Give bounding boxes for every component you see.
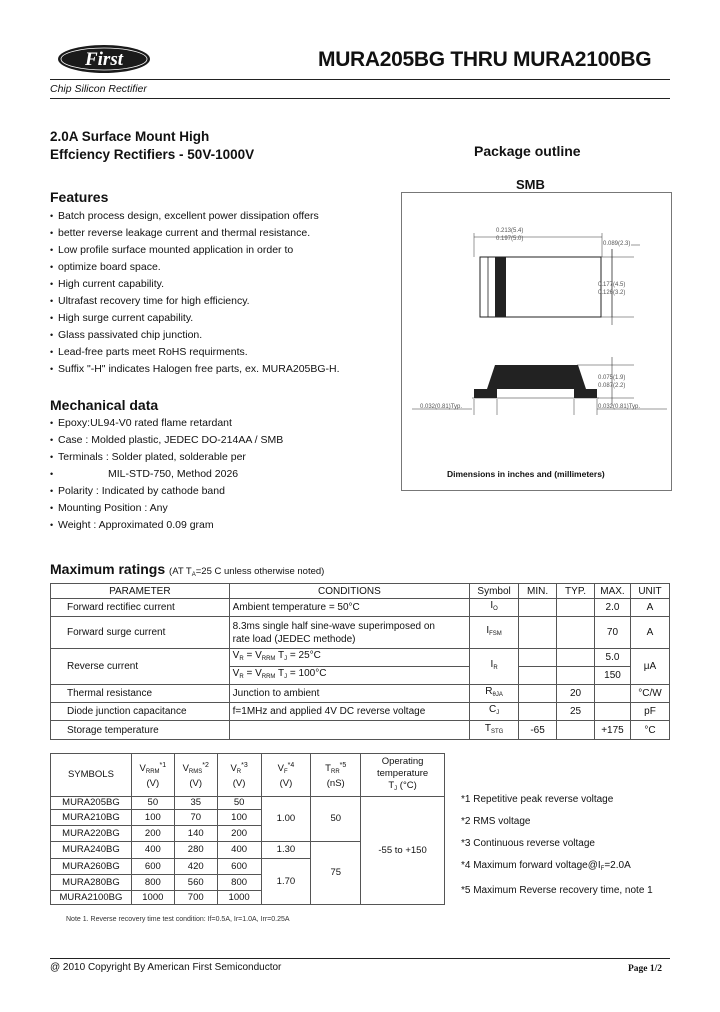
footer-divider [50,958,670,959]
cell-min: -65 [519,721,557,740]
footnote-sub: F [600,866,605,872]
cond-sub: RRM [261,674,276,680]
list-item: • Epoxy:UL94-V0 rated flame retardant [50,415,283,432]
cell-symbol: MURA280BG [51,875,132,891]
symbol-sub: R [493,665,498,671]
h-sup: *2 [202,761,209,769]
cell-symbol: MURA210BG [51,810,132,826]
symbol-sub: STG [490,728,504,735]
list-item: • Terminals : Solder plated, solderable per [50,449,283,466]
product-title [50,128,254,164]
table-row [51,599,670,617]
symbol-sub: θJA [492,692,503,698]
cell-trr: 75 [311,842,361,905]
package-outline-title: Package outline [474,143,581,159]
list-item: • Batch process design, excellent power dissipation offers [50,208,340,225]
cell-vrrm: 1000 [131,891,174,905]
note-prefix: (AT T [169,566,192,577]
cond-line2: rate load (JEDEC methode) [232,633,356,645]
dim-body-height-1: 0.177(4.5) [598,282,626,288]
symbol-sub: J [496,710,500,716]
mechanical-heading: Mechanical data [50,397,159,413]
cond-text: = 25°C [287,650,321,661]
cell-vr: 600 [217,859,261,875]
cell-max [595,685,631,703]
cond-sub: R [239,674,244,680]
cell-max: 5.0 [595,649,631,667]
header-typ: TYP. [557,584,595,599]
header-symbols: SYMBOLS [51,754,132,797]
cell-unit: A [630,617,669,649]
h-text: temperature [376,767,429,779]
list-item: • Low profile surface mounted application in order to [50,242,340,259]
table-row [51,721,670,740]
table-row [51,797,445,810]
dim-lead-width: 0.089(2.3) [603,241,631,247]
h-sub: J [394,785,398,792]
note-1: Note 1. Reverse recovery time test condition: If=0.5A, Ir=1.0A, Irr=0.25A [66,916,290,923]
dim-height-1: 0.075(1.9) [598,375,626,381]
product-title-line2: Effciency Rectifiers - 50V-1000V [50,147,255,162]
cell-vrms: 700 [174,891,217,905]
cell-unit: A [630,599,669,617]
footnote-item [461,855,653,880]
header-symbol: Symbol [470,584,519,599]
cell-max: 70 [595,617,631,649]
cell-symbol [470,649,519,685]
cell-trr: 50 [311,797,361,842]
cell-vf: 1.30 [261,842,311,859]
list-item: • Glass passivated chip junction. [50,327,340,344]
header-min: MIN. [519,584,557,599]
subtitle-divider [50,98,670,99]
cell-vr: 100 [217,810,261,826]
list-item: • Lead-free parts meet RoHS requirments. [50,344,340,361]
cell-typ [557,617,595,649]
h-text: V [230,763,237,775]
header-divider [50,79,670,80]
cond-text: T [275,650,285,661]
max-ratings-table [50,583,670,740]
cell-vrrm: 800 [131,875,174,891]
table-row [51,685,670,703]
product-title-line1: 2.0A Surface Mount High [50,129,210,144]
package-name: SMB [516,177,545,192]
list-item-continuation [50,466,283,483]
symbol-sub: O [493,606,498,612]
cell-param: Storage temperature [51,721,230,740]
cell-typ: 20 [557,685,595,703]
list-item: • High surge current capability. [50,310,340,327]
cell-param: Forward surge current [51,617,230,649]
cell-typ: 25 [557,703,595,721]
table-header-row [51,584,670,599]
cell-min [519,703,557,721]
cell-vrrm: 50 [131,797,174,810]
header-operating-temp [361,754,445,797]
cell-symbol [470,685,519,703]
symbol-text: I [490,600,494,611]
h-unit: (V) [279,778,293,790]
h-sub: R [236,769,242,776]
cell-param: Reverse current [51,649,230,685]
header-parameter: PARAMETER [51,584,230,599]
cell-symbol [470,599,519,617]
cell-min [519,599,557,617]
cell-vrms: 140 [174,826,217,842]
list-item-text: optimize board space. [58,261,161,273]
symbol-text: I [490,659,494,670]
company-logo [57,44,152,74]
dim-body-height-2: 0.126(3.2) [598,290,626,296]
list-item: • Suffix "-H" indicates Halogen free parts, ex. MURA205BG-H. [50,361,340,378]
header-trr [311,754,361,797]
h-sub: RR [330,769,340,776]
symbols-table [50,753,445,905]
cell-cond: Junction to ambient [229,685,469,703]
page-number: Page 1/2 [628,964,663,974]
copyright-text: @ 2010 Copyright By American First Semiconductor [50,962,282,973]
table-row [51,703,670,721]
cond-text: = V [243,650,262,661]
header-vf [261,754,311,797]
cond-text: V [232,650,240,661]
table-header-row [51,754,445,797]
symbol-text: I [486,625,490,636]
cond-sub: R [239,656,244,662]
table-row [51,649,670,667]
h-sub: RMS [188,769,203,776]
cell-cond [229,667,469,685]
features-heading: Features [50,189,109,205]
cell-symbol: MURA260BG [51,859,132,875]
cell-vrrm: 100 [131,810,174,826]
footnote-item: *3 Continuous reverse voltage [461,838,595,849]
cell-symbol: MURA2100BG [51,891,132,905]
header-max: MAX. [595,584,631,599]
header-vr [217,754,261,797]
cell-typ [557,667,595,685]
max-ratings-heading [50,561,324,578]
h-text: V [139,763,146,775]
header-vrms [174,754,217,797]
h-unit: (nS) [326,778,345,790]
cell-max [595,703,631,721]
h-sup: *5 [339,761,347,769]
cell-vrrm: 600 [131,859,174,875]
h-unit: (V) [146,778,160,790]
cell-vr: 800 [217,875,261,891]
list-item: • Case : Molded plastic, JEDEC DO-214AA / SMB [50,432,283,449]
dimensions-caption: Dimensions in inches and (millimeters) [447,469,605,479]
h-sup: *3 [241,761,248,769]
cell-symbol: MURA240BG [51,842,132,859]
cond-text: T [275,668,285,679]
list-item-text: better reverse leakage current and thermal resistance. [58,227,311,239]
cell-vr: 1000 [217,891,261,905]
cond-text: = V [243,668,262,679]
list-item-text: MIL-STD-750, Method 2026 [108,468,239,480]
dim-lead-left: 0.032(0.81)Typ. [420,404,463,410]
h-text: T [388,779,395,791]
cell-symbol: MURA205BG [51,797,132,810]
cell-cond [229,649,469,667]
footnote-item: *2 RMS voltage [461,816,531,827]
cell-unit: °C/W [630,685,669,703]
mechanical-list [50,415,283,534]
symbol-sub: FSM [489,631,502,637]
list-item: • High current capability. [50,276,340,293]
cell-cond: f=1MHz and applied 4V DC reverse voltage [229,703,469,721]
h-unit: (V) [189,778,203,790]
features-list [50,208,340,378]
cell-typ [557,649,595,667]
h-sup: *1 [159,761,167,769]
cell-cond [229,721,469,740]
max-ratings-title: Maximum ratings [50,561,166,577]
header-vrrm [131,754,174,797]
cell-vr: 50 [217,797,261,810]
cell-vf: 1.00 [261,797,311,842]
document-title: MURA205BG THRU MURA2100BG [318,48,652,71]
header-conditions: CONDITIONS [229,584,469,599]
cell-min [519,649,557,667]
max-ratings-note [169,566,324,577]
h-unit: (V) [232,778,246,790]
cell-vr: 200 [217,826,261,842]
symbol-text: T [484,722,491,734]
cell-vrms: 35 [174,797,217,810]
list-item: • Mounting Position : Any [50,500,283,517]
table-row [51,617,670,649]
list-item: • Polarity : Indicated by cathode band [50,483,283,500]
cell-typ [557,721,595,740]
dim-lead-right: 0.032(0.81)Typ. [598,404,641,410]
footnote-text: *4 Maximum forward voltage@I [461,860,601,871]
logo-text: First [84,49,124,70]
cell-vrms: 420 [174,859,217,875]
footnote-text-end: =2.0A [604,860,631,871]
cell-unit: °C [630,721,669,740]
cond-text: V [232,668,240,679]
cell-vr: 400 [217,842,261,859]
dim-top-width: 0.213(5.4) [496,228,524,234]
document-subtitle: Chip Silicon Rectifier [50,83,147,95]
header-unit: UNIT [630,584,669,599]
dim-top-width-2: 0.197(5.0) [496,236,524,242]
h-sup: *4 [287,761,295,769]
list-item: • Weight : Approximated 0.09 gram [50,517,283,534]
cell-min [519,667,557,685]
cell-max: +175 [595,721,631,740]
cond-sub: J [284,674,288,680]
cond-text: = 100°C [287,668,327,679]
h-text: Operating [381,755,424,767]
cell-unit: μA [630,649,669,685]
list-item-continuation [50,259,340,276]
cell-param: Thermal resistance [51,685,230,703]
footnote-item: *1 Repetitive peak reverse voltage [461,794,614,805]
symbol-text: R [485,686,493,697]
cell-symbol: MURA220BG [51,826,132,842]
h-text: V [182,763,189,775]
symbol-footnotes [461,789,653,902]
list-item: • Ultrafast recovery time for high efficiency. [50,293,340,310]
cell-typ [557,599,595,617]
cell-cond [229,617,469,649]
cell-unit: pF [630,703,669,721]
dim-height-2: 0.087(2.2) [598,383,626,389]
cond-sub: J [284,656,288,662]
h-text: T [325,763,331,775]
footnote-item: *5 Maximum Reverse recovery time, note 1 [461,885,653,896]
cell-min [519,685,557,703]
package-outline-drawing [402,193,669,488]
cell-vrms: 280 [174,842,217,859]
cell-min [519,617,557,649]
cell-vrrm: 400 [131,842,174,859]
symbol-text: C [488,704,497,715]
cell-max: 150 [595,667,631,685]
cell-param: Forward rectifiec current [51,599,230,617]
cond-line1: 8.3ms single half sine-wave superimposed on [232,620,435,632]
h-unit: (°C) [399,779,417,791]
cell-max: 2.0 [595,599,631,617]
h-text: V [277,763,284,775]
cell-vrms: 70 [174,810,217,826]
note-sub: A [191,572,196,578]
cell-vrms: 560 [174,875,217,891]
cond-sub: RRM [261,656,276,662]
cell-cond: Ambient temperature = 50°C [229,599,469,617]
cell-symbol [470,721,519,740]
note-rest: =25 C unless otherwise noted) [195,566,325,577]
cell-symbol [470,703,519,721]
cell-vf: 1.70 [261,859,311,905]
cell-symbol [470,617,519,649]
cell-vrrm: 200 [131,826,174,842]
h-sub: RRM [145,769,160,776]
h-sub: F [283,769,288,776]
cell-param: Diode junction capacitance [51,703,230,721]
cell-operating-temp: -55 to +150 [361,797,445,905]
list-item-continuation [50,225,340,242]
